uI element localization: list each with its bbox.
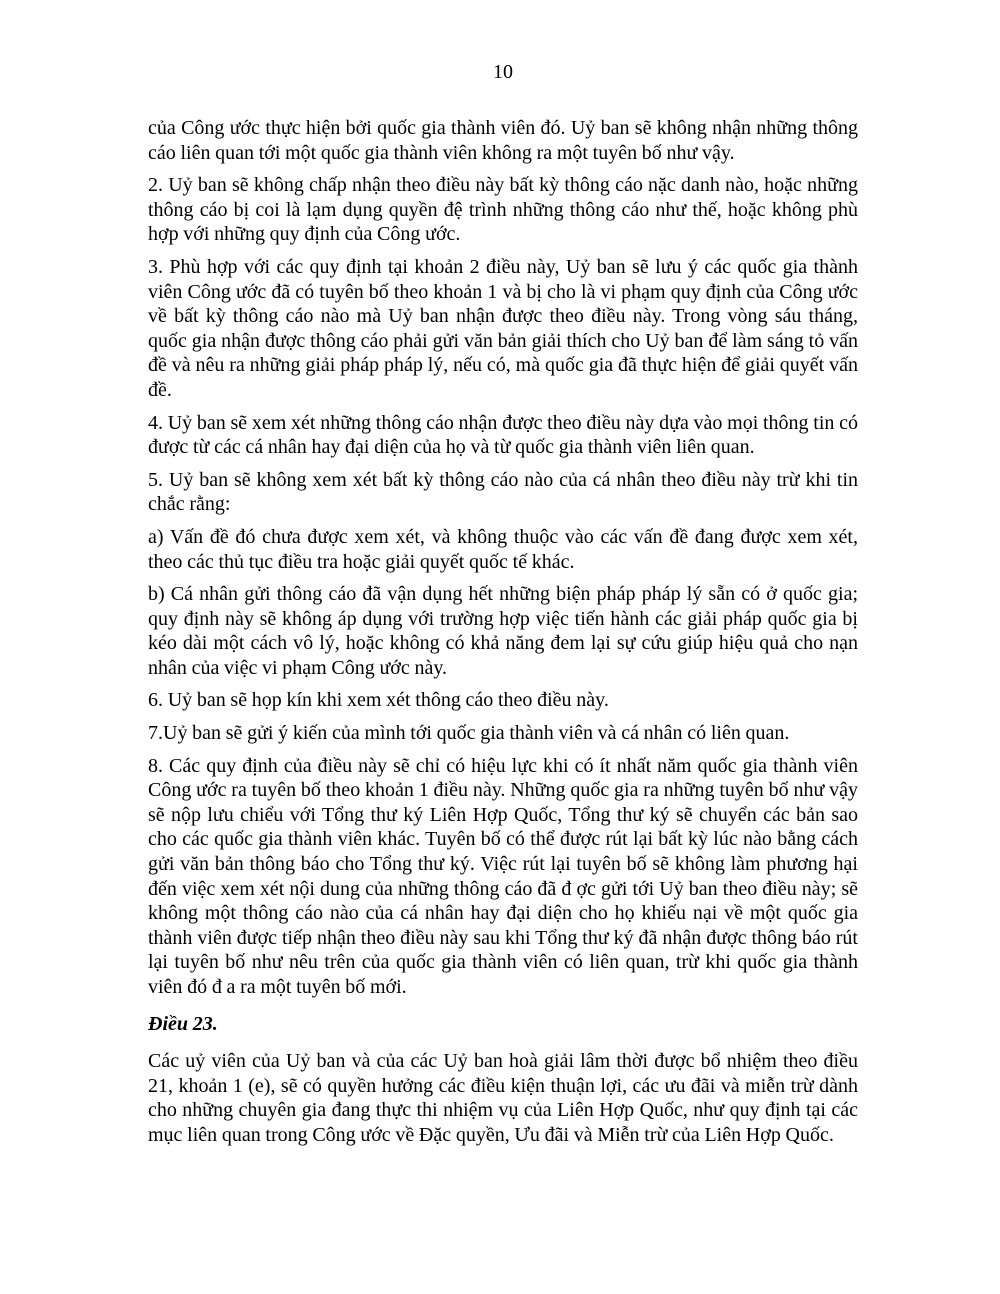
article-heading: Điều 23.: [148, 1012, 218, 1035]
paragraph-clause-8: 8. Các quy định của điều này sẽ chỉ có hiệu lực khi có ít nhất năm quốc gia thành viên Công ước ra tuyên bố theo khoản 1 điều này. Những quốc gia ra những tuyên bố như vậy sẽ nộp lưu chiểu với Tổng thư ký Liên Hợp Quốc, Tổng thư ký sẽ chuyển các bản sao cho các quốc gia thành viên khác. Tuyên bố có thể được rút lại bất kỳ lúc nào bằng cách gửi văn bản thông báo cho Tổng thư ký. Việc rút lại tuyên bố sẽ không làm phương hại đến việc xem xét nội dung của những thông cáo đã đ ợc gửi tới Uỷ ban theo điều này; sẽ không một thông cáo nào của cá nhân hay đại diện cho họ khiếu nại về một quốc gia thành viên được tiếp nhận theo điều này sau khi Tổng thư ký đã nhận được thông báo rút lại tuyên bố như nêu trên của quốc gia thành viên có liên quan, trừ khi quốc gia thành viên đó đ a ra một tuyên bố mới.: [148, 754, 858, 998]
paragraph-continuation: của Công ước thực hiện bởi quốc gia thành viên đó. Uỷ ban sẽ không nhận những thông cáo liên quan tới một quốc gia thành viên không ra một tuyên bố như vậy.: [148, 117, 858, 164]
article-body: Các uỷ viên của Uỷ ban và của các Uỷ ban hoà giải lâm thời được bổ nhiệm theo điều 21, khoản 1 (e), sẽ có quyền hưởng các điều kiện thuận lợi, các ưu đãi và miễn trừ dành cho những chuyên gia đang thực thi nhiệm vụ của Liên Hợp Quốc, như quy định tại các mục liên quan trong Công ước về Đặc quyền, Ưu đãi và Miễn trừ của Liên Hợp Quốc.: [148, 1050, 858, 1146]
paragraph-clause-5a: a) Vấn đề đó chưa được xem xét, và không thuộc vào các vấn đề đang được xem xét, theo các thủ tục điều tra hoặc giải quyết quốc tế khác.: [148, 525, 858, 573]
paragraph-clause-3: 3. Phù hợp với các quy định tại khoản 2 điều này, Uỷ ban sẽ lưu ý các quốc gia thành viên Công ước đã có tuyên bố theo khoản 1 và bị cho là vi phạm quy định của Công ước về bất kỳ thông cáo nào mà Uỷ ban nhận được theo điều này. Trong vòng sáu tháng, quốc gia nhận được thông cáo phải gửi văn bản giải thích cho Uỷ ban để làm sáng tỏ vấn đề và nêu ra những giải pháp pháp lý, nếu có, mà quốc gia đã thực hiện để giải quyết vấn đề.: [148, 255, 858, 401]
paragraph-clause-5: 5. Uỷ ban sẽ không xem xét bất kỳ thông cáo nào của cá nhân theo điều này trừ khi tin chắc rằng:: [148, 468, 858, 516]
paragraph-clause-5b: b) Cá nhân gửi thông cáo đã vận dụng hết những biện pháp pháp lý sẵn có ở quốc gia; quy định này sẽ không áp dụng với trường hợp việc tiến hành các giải pháp quốc gia bị kéo dài một cách vô lý, hoặc không có khả năng đem lại sự cứu giúp hiệu quả cho nạn nhân của việc vi phạm Công ước này.: [148, 583, 858, 679]
paragraph-clause-6: 6. Uỷ ban sẽ họp kín khi xem xét thông cáo theo điều này.: [148, 689, 609, 712]
page-number: 10: [493, 61, 513, 83]
document-page: [148, 0, 858, 1156]
paragraph-clause-7: 7.Uỷ ban sẽ gửi ý kiến của mình tới quốc gia thành viên và cá nhân có liên quan.: [148, 722, 790, 745]
paragraph-clause-2: 2. Uỷ ban sẽ không chấp nhận theo điều này bất kỳ thông cáo nặc danh nào, hoặc những thông cáo bị coi là lạm dụng quyền đệ trình những thông cáo như thế, hoặc không phù hợp với những quy định của Công ước.: [148, 174, 858, 246]
paragraph-clause-4: 4. Uỷ ban sẽ xem xét những thông cáo nhận được theo điều này dựa vào mọi thông tin có được từ các cá nhân hay đại diện của họ và từ quốc gia thành viên liên quan.: [148, 411, 858, 459]
